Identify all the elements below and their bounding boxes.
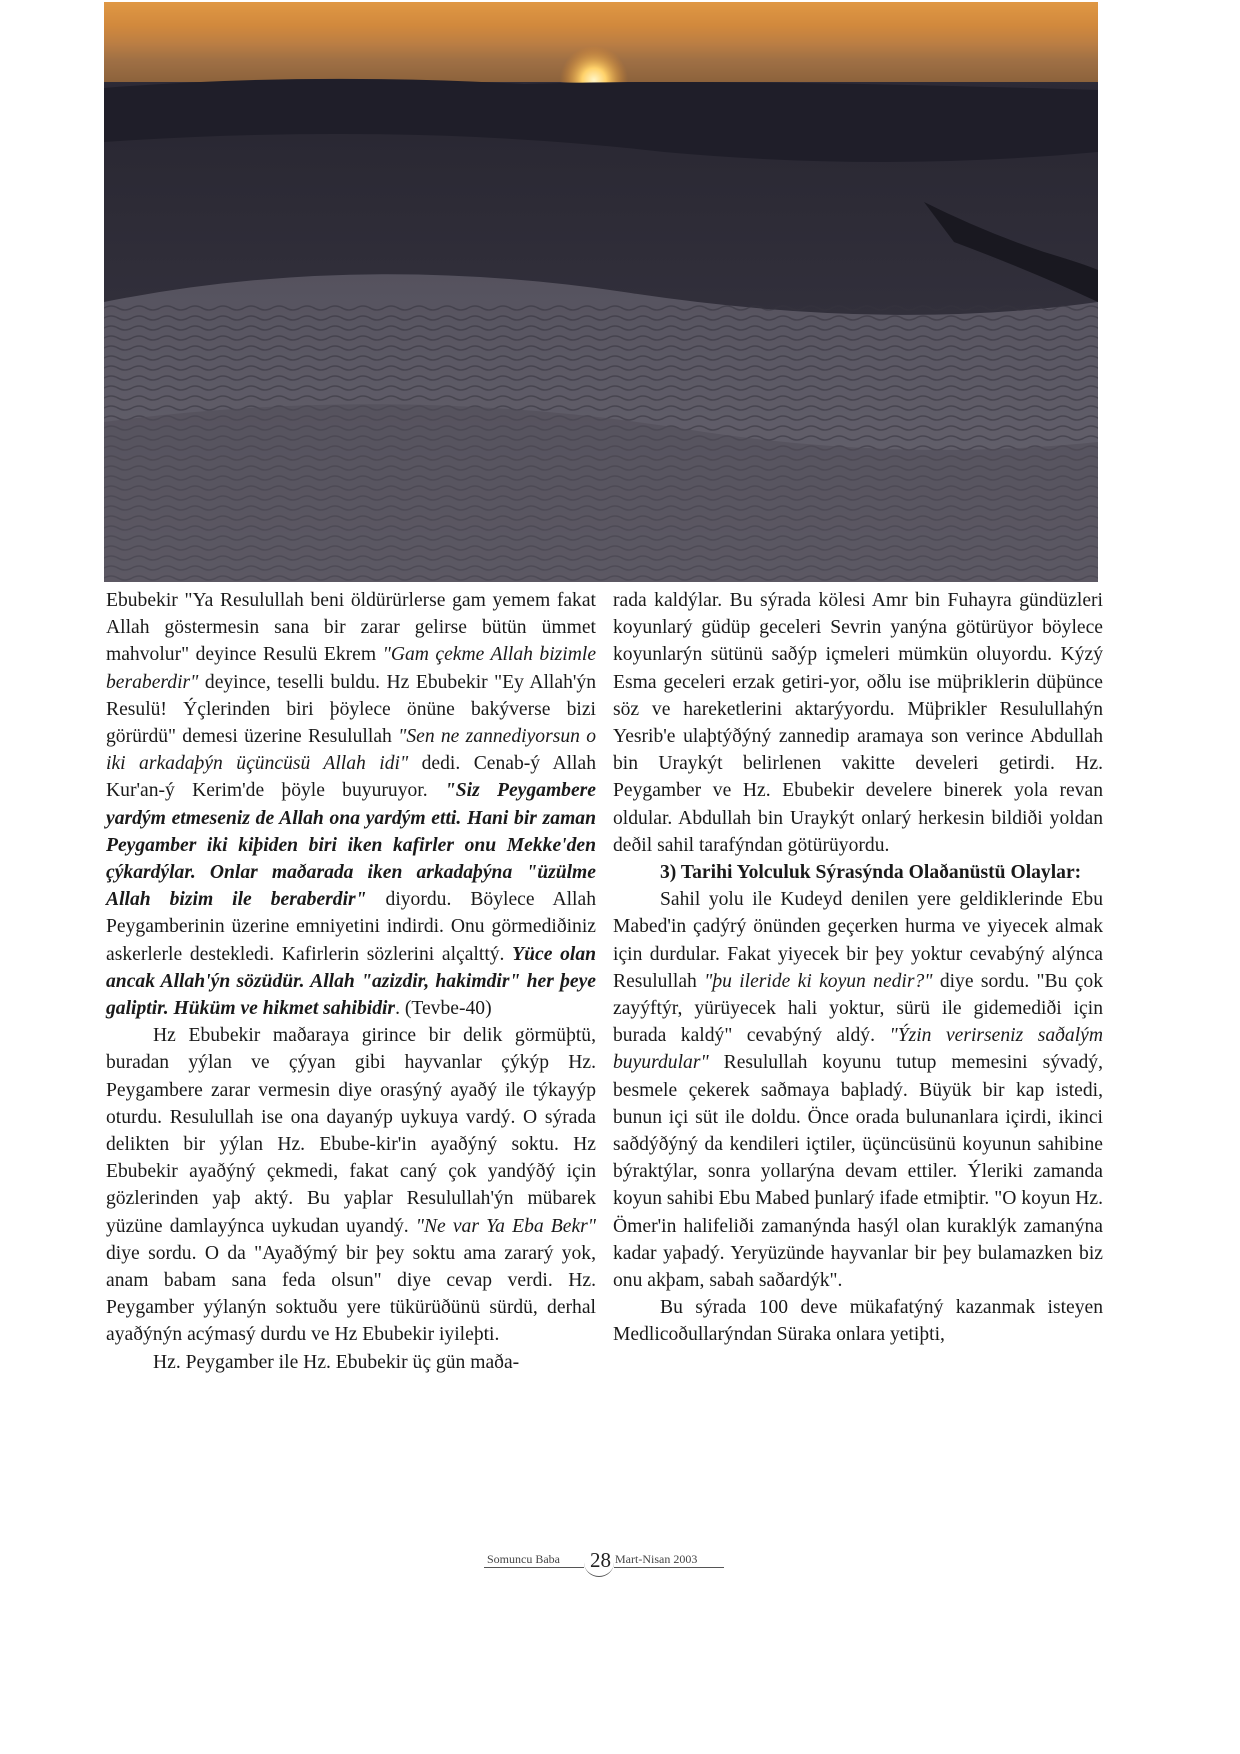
paragraph	[106, 1022, 596, 1348]
text-run: Bu sýrada 100 deve mükafatýný kazanmak isteyen Medlicoðullarýndan Süraka onlara yetiþti,	[613, 1297, 1103, 1346]
paragraph	[106, 1349, 596, 1376]
paragraph	[613, 886, 1103, 1294]
text-run: "Ne var Ya Eba Bekr"	[415, 1215, 596, 1237]
paragraph	[613, 1294, 1103, 1348]
text-run: "Ýzin verirseniz saðalým buyurdular"	[613, 1025, 1103, 1074]
text-run: Resulullah koyunu tutup memesini sývadý, besmele çekerek saðmaya baþladý. Büyük bir kap istedi, bunun içi süt ile doldu. Önce orada bulunanlara içirdi, ikinci saðdýðýný da kendileri içtiler, üçüncüsünü koyunun sahibine býraktýlar, sonra yollarýna devam ettiler. Ýleriki zamanda koyun sahibi Ebu Mabed þunlarý ifade etmiþtir. "O koyun Hz. Ömer'in halifeliði zamanýnda hasýl olan kuraklýk zamanýna kadar yaþadý. Yeryüzünde hayvanlar bir þey bulamazken biz onu akþam, sabah saðardýk".	[613, 1052, 1103, 1292]
page-footer	[0, 1548, 1240, 1588]
text-run: "Gam çekme Allah bizimle beraberdir"	[106, 644, 597, 693]
text-run: Ebubekir "Ya Resulullah beni öldürürlerse gam yemem fakat Allah göstermesin sana bir zarar gelirse bütün ümmet mahvolur" deyince Resulü Ekrem	[106, 590, 596, 666]
text-run: deyince, teselli buldu. Hz Ebubekir "Ey Allah'ýn Resulü! Ýçlerinden biri þöylece önüne bakýverse bizi görürdü" demesi üzerine Resulullah	[106, 671, 596, 748]
text-run: "Siz Peygambere yardým etmeseniz de Allah ona yardým etti. Hani bir zaman Peygamber iki kiþiden biri iken kafirler onu Mekke'den çýkardýlar. Onlar maðarada iken arkadaþýna "üzülme Allah bizim ile beraberdir"	[106, 780, 596, 911]
text-run: Hz. Peygamber ile Hz. Ebubekir üç gün maða-	[153, 1351, 520, 1373]
desert-sunset-photo	[104, 2, 1098, 582]
text-run: Sahil yolu ile Kudeyd denilen yere geldiklerinde Ebu Mabed'in çadýrý önünden geçerken hurma ve yiyecek almak için durdular. Fakat yiyecek bir þey yoktur cevabýný alýnca Resulullah	[613, 889, 1103, 992]
desert-sunset-image	[104, 2, 1098, 582]
text-run: "Sen ne zannediyorsun o iki arkadaþýn üçüncüsü Allah idi"	[106, 726, 597, 775]
text-run: "þu ileride ki koyun nedir?"	[704, 970, 933, 992]
text-run: Yüce olan ancak Allah'ýn sözüdür. Allah "azizdir, hakimdir" her þeye galiptir. Hüküm ve hikmet sahibidir	[106, 943, 597, 1020]
page-number: 28	[590, 1548, 611, 1572]
right-column	[613, 587, 1103, 1349]
issue-date: Mart-Nisan 2003	[615, 1552, 698, 1566]
text-run: rada kaldýlar. Bu sýrada kölesi Amr bin Fuhayra gündüzleri koyunlarý güdüp geceleri Sevrin yanýna götürüyor böylece koyunlarýn sütünü saðýp içmeleri mümkün oluyordu. Kýzý Esma geceleri erzak getiri-yor, oðlu ise müþriklerin düþünce söz ve hareketlerini aktarýyordu. Müþrikler Resulullahýn Yesrib'e ulaþtýðýný zannedip aramaya son verince Abdullah bin Uraykýt belirlenen vakitte develeri getirdi. Hz. Peygamber ve Hz. Ebubekir develere binerek yola revan oldular. Abdullah bin Uraykýt onlarý herkesin bildiði yoldan deðil sahil tarafýndan götürüyordu.	[613, 590, 1103, 856]
text-run: diyordu. Böylece Allah Peygamberinin üzerine emniyetini indirdi. Onu görmediðiniz askerlerle destekledi. Kafirlerin sözlerini alçalttý.	[106, 889, 596, 965]
paragraph	[106, 587, 596, 1022]
text-run: . (Tevbe-40)	[395, 998, 492, 1020]
paragraph	[613, 587, 1103, 859]
text-run: diye sordu. "Bu çok zayýftýr, yürüyecek hali yoktur, sürü ile gidemediði için burada kaldý" cevabýný aldý.	[613, 970, 1104, 1047]
text-run: Hz Ebubekir maðaraya girince bir delik görmüþtü, buradan yýlan ve çýyan gibi hayvanlar çýkýp Hz. Peygambere zarar vermesin diye orasýný ayaðý ile týkayýp oturdu. Resulullah ise ona dayanýp uykuya vardý. O sýrada delikten bir yýlan Hz. Ebube-kir'in ayaðýný soktu. Hz Ebubekir ayaðýný çekmedi, fakat caný çok yandýðý için gözlerinden yaþ aktý. Bu yaþlar Resulullah'ýn mübarek yüzüne damlayýnca uykudan uyandý.	[106, 1025, 596, 1237]
text-run: dedi. Cenab-ý Allah Kur'an-ý Kerim'de þöyle buyuruyor.	[106, 753, 596, 802]
section-heading: 3) Tarihi Yolculuk Sýrasýnda Olaðanüstü Olaylar:	[660, 862, 1082, 884]
footer-rule-right	[614, 1567, 724, 1568]
magazine-name: Somuncu Baba	[487, 1552, 560, 1566]
text-run: diye sordu. O da "Ayaðýmý bir þey soktu ama zararý yok, anam babam sana feda olsun" diye cevap verdi. Hz. Peygamber yýlanýn soktuðu yere tükürüðünü sürdü, derhal ayaðýnýn acýmasý durdu ve Hz Ebubekir iyileþti.	[106, 1242, 596, 1346]
left-column	[106, 587, 596, 1376]
footer-rule-left	[484, 1567, 584, 1568]
